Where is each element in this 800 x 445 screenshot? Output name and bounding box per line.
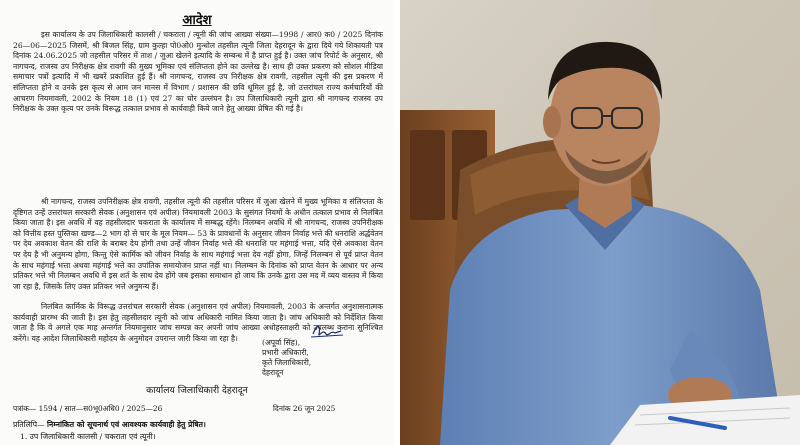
copy-to-line [13, 420, 206, 430]
signatory-name: (अपूर्वा सिंह), [262, 338, 301, 347]
order-paragraph-2: श्री नागचन्द, राजस्व उपनिरीक्षक क्षेत्र रावगी, तहसील त्यूनी की तहसील परिसर में जुआ खेलने में मुख्य भूमिका व संलिप्तता के दृष्टिगत उन्हें उत्तरांचल सरकारी सेवक (अनुशासन एवं अपील) नियमावली 2003 के सुसंगत नियमों के अधीन तत्काल प्रभाव से निलंबित किया जाता है। इस अवधि में वह तहसीलदार चकराता के कार्यालय में सम्बद्ध रहेंगे। निलम्बन अवधि में श्री नागचन्द, राजस्व उपनिरीक्षक को वित्तीय हस्त पुस्तिका खण्ड—2 भाग दो से चार के मूल नियम— 53 के प्रावधानों के अनुसार जीवन निर्वाह भत्ते की धनराशि अर्द्धवेतन पर देय अवकाश वेतन की राशि के बराबर देय होगी तथा उन्हें जीवन निर्वाह भत्ते की धनराशि पर महंगाई भत्ता, यदि ऐसे अवकाश वेतन पर देय है भी अनुमन्य होगा, किन्तु ऐसे कार्मिक को जीवन निर्वाह के साथ महंगाई भत्ता देय नहीं होगा, जिन्हें निलम्बन से पूर्व प्राप्त वेतन के साथ महंगाई भत्ता अथवा महंगाई भत्ते का उपांतिक समायोजन प्राप्त नहीं था। निलम्बन के दिनांक को प्राप्त वेतन के आधार पर अन्य प्रतिकर भत्ते भी निलम्बन अवधि में इस शर्त के साथ देय होंगे जब इसका समाधान हो जाय कि उनके द्वारा उस मद में व्यय वास्तव में किया जा रहा है, जिसके लिए उक्त प्रतिकर भत्ते अनुमन्य हैं। [13, 197, 383, 291]
order-paragraph-1: इस कार्यालय के उप जिलाधिकारी कालसी / चकराता / त्यूनी की जांच आख्या संख्या—1998 / आर0 क0 / 2025 दिनांक 26—06—2025 जिसमें, श्री बिजल सिंह, ग्राम कुल्हा पो0ओ0 मुन्धोल तहसील त्यूनी जिला देहरादून के द्वारा दिये गये शिकायती पत्र दिनांक 24.06.2025 जो तहसील परिसर में ताश / जुआ खेलने इत्यादि के सम्बन्ध में है प्राप्त हुई है। उक्त जांच रिपोर्ट के अनुसार, श्री नागचन्द, राजस्व उप निरीक्षक क्षेत्र रावगी की मुख्य भूमिका एवं संलिप्तता होने का उल्लेख है। साथ ही उक्त प्रकरण को सोशल मीडिया समाचार पत्रों इत्यादि में भी खबरें प्रकाशित हुई हैं। श्री नागचन्द, राजस्व उप निरीक्षक क्षेत्र रावगी, तहसील त्यूनी की इस प्रकरण में संलिप्तता होने व उनके इस कृत्य से आम जन मानस में विभाग / प्रशासन की छवि धूमिल हुई है, जो उत्तरांचल राज्य कर्मचारियों की आचरण नियमावली, 2002 के नियम 18 (1) एवं 27 का घोर उल्लंघन है। उप जिलाधिकारी त्यूनी द्वारा श्री नागचन्द राजस्व उप निरीक्षक के उक्त कृत्य पर उनके विरूद्ध तत्काल प्रभाव से कार्यवाही किये जाने हेतु आख्या प्रेषित की गई है। [13, 30, 383, 114]
dispatch-number: पत्रांक— 1594 / सात—स0भू0अधि0 / 2025—26 [13, 404, 163, 413]
signatory-role-2: कृते जिलाधिकारी, [262, 358, 312, 367]
copy-label: प्रतिलिपि— [13, 420, 45, 429]
order-paragraph-3: निलंबित कार्मिक के विरूद्ध उत्तरांचल सरकारी सेवक (अनुशासन एवं अपील) नियमावली, 2003 के अन्तर्गत अनुशासनात्मक कार्यवाही प्रारम्भ की जाती है। इस हेतु तहसीलदार त्यूनी को जांच अधिकारी नामित किया जाता है। जांच अधिकारी को निर्देशित किया जाता है कि वे अगले एक माह अन्तर्गत नियमानुसार जांच सम्पन्न कर अपनी जांच आख्या अधोहस्ताक्षरी को उपलब्ध कराना सुनिश्चित करेंगे। यह आदेश जिलाधिकारी महोदय के अनुमोदन उपरान्त जारी किया जा रहा है। [13, 302, 383, 343]
signature-block [262, 338, 372, 378]
copy-item: 1. उप जिलाधिकारी कालसी / चकराता एवं त्यूनी। [20, 432, 156, 441]
official-photo [400, 0, 800, 445]
signatory-role: प्रभारी अधिकारी, [262, 348, 309, 357]
copy-text: निम्नांकित को सूचनार्थ एवं आवश्यक कार्यवाही हेतु प्रेषित। [47, 420, 206, 429]
order-document [0, 0, 394, 445]
signatory-city: देहरादून [262, 368, 284, 377]
photo-illustration [400, 0, 800, 445]
document-title: आदेश [182, 13, 212, 28]
office-line: कार्यालय जिलाधिकारी देहरादून [146, 385, 248, 396]
dispatch-date: दिनांक 26 जून 2025 [273, 404, 336, 413]
